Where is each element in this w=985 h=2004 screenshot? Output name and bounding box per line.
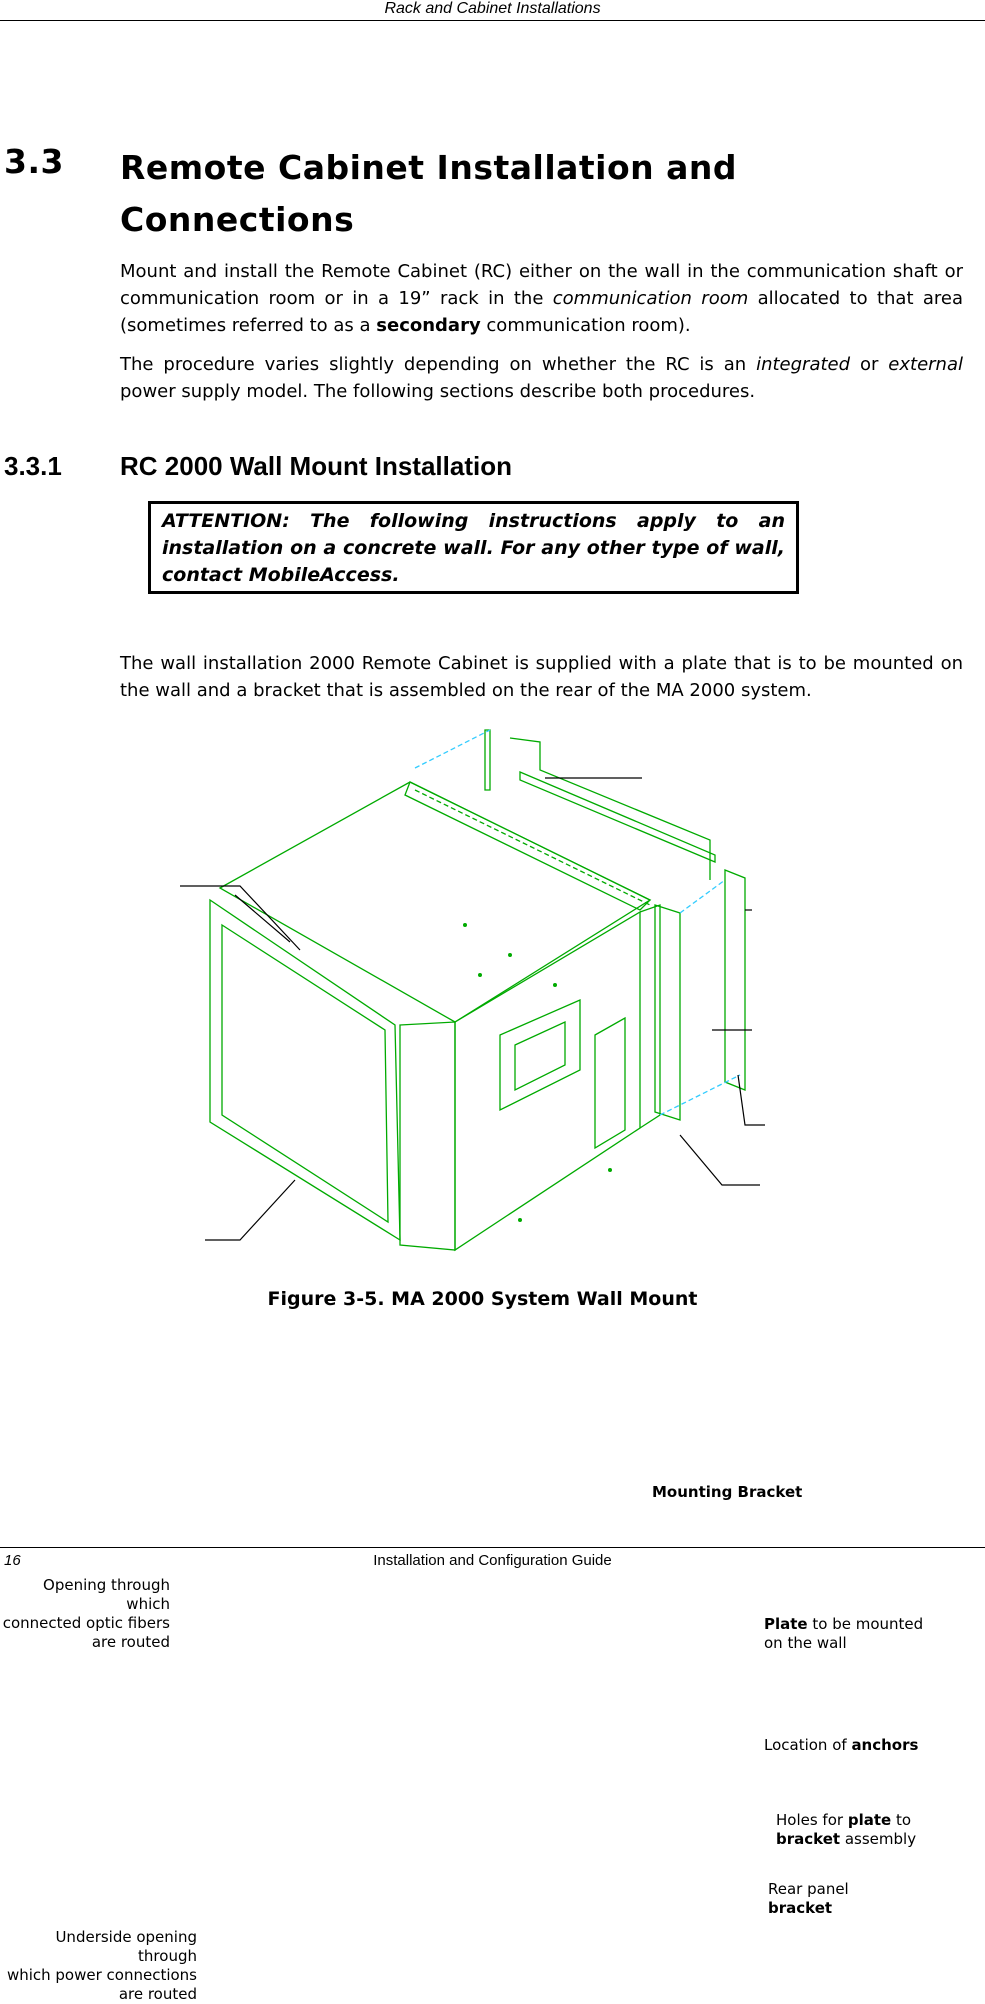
cabinet-side bbox=[455, 912, 640, 1250]
para2-text-a: The procedure varies slightly depending on whether the RC is an bbox=[120, 354, 757, 375]
para1-text-b: communication room bbox=[552, 288, 749, 309]
cabinet-front bbox=[210, 900, 400, 1240]
para2-text-e: power supply model. The following sections describe both procedures. bbox=[120, 381, 756, 402]
label-anchors bbox=[764, 1736, 918, 1755]
label-rear-panel bbox=[768, 1880, 849, 1918]
label-mounting-bracket: Mounting Bracket bbox=[652, 1483, 803, 1501]
header-title: Rack and Cabinet Installations bbox=[384, 0, 601, 17]
label-holes-text2: to bbox=[891, 1811, 912, 1829]
page-footer bbox=[0, 1547, 985, 1572]
label-anchors-bold: anchors bbox=[851, 1736, 919, 1754]
cabinet-drawing bbox=[0, 720, 985, 1290]
label-optic-fibers bbox=[0, 1576, 170, 1652]
label-plate-bold: Plate bbox=[764, 1615, 808, 1633]
paragraph-procedure bbox=[120, 351, 963, 405]
cabinet-handle bbox=[500, 1000, 580, 1110]
leader-rear bbox=[680, 1135, 760, 1185]
para2-text-c: or bbox=[850, 354, 889, 375]
cabinet-top bbox=[220, 782, 650, 1022]
label-power-line3: are routed bbox=[118, 1985, 197, 2003]
label-holes bbox=[776, 1811, 916, 1849]
footer-title: Installation and Configuration Guide bbox=[373, 1552, 612, 1569]
section-title: Remote Cabinet Installation and Connections bbox=[120, 148, 738, 239]
para1-text-e: communication room). bbox=[480, 315, 691, 336]
page-header bbox=[0, 0, 985, 21]
label-fibers-line1: Opening through which bbox=[43, 1576, 170, 1613]
para1-text-c: allocated to that area (sometimes referred to as a bbox=[120, 288, 963, 336]
label-plate-text: to be mounted bbox=[807, 1615, 924, 1633]
attention-box: ATTENTION: The following instructions apply to an installation on a concrete wall. For any other type of wall, contact MobileAccess. bbox=[148, 501, 799, 594]
paragraph-intro bbox=[120, 258, 963, 339]
leader-power bbox=[205, 1180, 295, 1240]
label-power-line1: Underside opening through bbox=[55, 1928, 197, 1965]
section-number: 3.3 bbox=[4, 142, 64, 181]
page-number: 16 bbox=[4, 1552, 21, 1569]
subsection-number: 3.3.1 bbox=[4, 451, 62, 481]
para1-text-a: Mount and install the Remote Cabinet (RC) either on the wall in the communication shaft or communication room or in a 19” rack in the bbox=[120, 261, 963, 309]
label-holes-text1: Holes for bbox=[776, 1811, 848, 1829]
label-plate-line2: on the wall bbox=[764, 1634, 847, 1652]
para1-text-d: secondary bbox=[376, 315, 481, 336]
leader-holes bbox=[738, 1075, 765, 1125]
para2-text-b: integrated bbox=[756, 354, 851, 375]
label-fibers-line3: are routed bbox=[91, 1633, 170, 1651]
label-holes-bold2: bracket bbox=[776, 1830, 841, 1848]
label-rear-line2: bracket bbox=[768, 1899, 833, 1917]
label-anchors-text: Location of bbox=[764, 1736, 852, 1754]
figure-caption: Figure 3-5. MA 2000 System Wall Mount bbox=[267, 1288, 698, 1310]
label-holes-bold1: plate bbox=[847, 1811, 892, 1829]
label-power bbox=[0, 1928, 197, 2004]
label-fibers-line2: connected optic fibers bbox=[2, 1614, 170, 1632]
para2-text-d: external bbox=[888, 354, 963, 375]
leader-fibers bbox=[180, 886, 300, 950]
label-holes-text3: assembly bbox=[840, 1830, 917, 1848]
label-power-line2: which power connections bbox=[6, 1966, 197, 1984]
label-plate bbox=[764, 1615, 923, 1653]
wall-plate bbox=[725, 870, 745, 1090]
subsection-title: RC 2000 Wall Mount Installation bbox=[120, 451, 512, 481]
paragraph-wall-installation: The wall installation 2000 Remote Cabinet is supplied with a plate that is to be mounted on the wall and a bracket that is assembled on the rear of the MA 2000 system. bbox=[120, 653, 963, 701]
label-rear-line1: Rear panel bbox=[768, 1880, 849, 1898]
